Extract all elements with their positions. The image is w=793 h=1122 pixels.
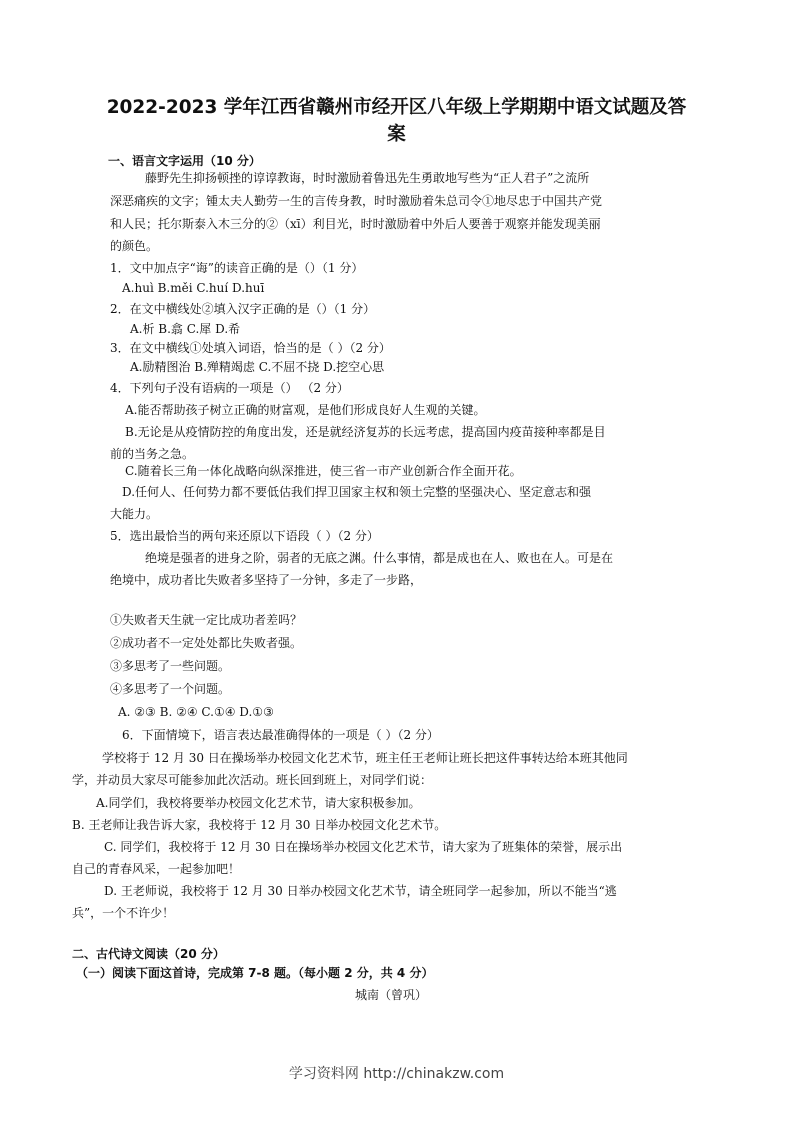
section1-heading: 一、语言文字运用（10 分） [108, 154, 261, 168]
q2-options: A.析 B.翕 C.犀 D.希 [130, 322, 241, 336]
q6-option-c-line2: 自己的青春风采，一起参加吧！ [72, 862, 241, 876]
q5-item-3: ③多思考了一些问题。 [110, 659, 231, 673]
q3-stem: 3．在文中横线①处填入词语，恰当的是（ ）（2 分） [110, 341, 391, 355]
q4-option-b-line2: 前的当务之急。 [110, 447, 195, 461]
section2-heading: 二、古代诗文阅读（20 分） [72, 947, 225, 961]
q5-passage-line2: 绝境中，成功者比失败者多坚持了一分钟，多走了一步路， [110, 573, 423, 587]
q1-stem: 1．文中加点字“诲”的读音正确的是（）（1 分） [110, 261, 364, 275]
passage-line: 和人民；托尔斯泰入木三分的②（xī）利目光，时时激励着中外后人要善于观察并能发现美丽 [110, 217, 601, 231]
page-title-line2: 案 [387, 124, 406, 145]
q6-context-line1: 学校将于 12 月 30 日在操场举办校园文化艺术节，班主任王老师让班长把这件事转达给本班其他同 [102, 751, 628, 765]
q1-options: A.huì B.měi C.huí D.huī [122, 281, 265, 295]
q4-option-d-line2: 大能力。 [110, 507, 159, 521]
q5-item-2: ②成功者不一定处处都比失败者强。 [110, 636, 303, 650]
passage-line: 藤野先生抑扬顿挫的谆谆教诲，时时激励着鲁迅先生勇敢地写些为“正人君子”之流所 [145, 171, 590, 185]
q5-options: A. ②③ B. ②④ C.①④ D.①③ [118, 705, 274, 719]
poem-title: 城南（曾巩） [355, 988, 428, 1002]
q5-item-1: ①失败者天生就一定比成功者差吗？ [110, 613, 303, 627]
q4-stem: 4．下列句子没有语病的一项是（） （2 分） [110, 381, 349, 395]
q6-option-d-line1: D. 王老师说，我校将于 12 月 30 日举办校园文化艺术节，请全班同学一起参加，所以不能当“逃 [104, 884, 617, 898]
q4-option-a: A.能否帮助孩子树立正确的财富观，是他们形成良好人生观的关键。 [125, 403, 486, 417]
q4-option-c: C.随着长三角一体化战略向纵深推进，使三省一市产业创新合作全面开花。 [125, 464, 522, 478]
q6-option-b: B. 王老师让我告诉大家，我校将于 12 月 30 日举办校园文化艺术节。 [72, 818, 447, 832]
q4-option-b-line1: B.无论是从疫情防控的角度出发，还是就经济复苏的长远考虑，提高国内疫苗接种率都是目 [125, 425, 606, 439]
passage-line: 深恶痛疾的文字；锺太夫人勤劳一生的言传身教，时时激励着朱总司令①地尽忠于中国共产党 [110, 194, 603, 208]
q6-stem: 6．下面情境下，语言表达最准确得体的一项是（ ）（2 分） [122, 728, 439, 742]
passage-line: 的颜色。 [110, 239, 159, 253]
q6-option-d-line2: 兵”，一个不许少！ [72, 906, 175, 920]
footer-watermark: 学习资料网 http://chinakzw.com [288, 1066, 505, 1082]
q5-passage-line1: 绝境是强者的进身之阶，弱者的无底之渊。什么事情，都是成也在人、败也在人。可是在 [145, 551, 614, 565]
q4-option-d-line1: D.任何人、任何势力都不要低估我们捍卫国家主权和领土完整的坚强决心、坚定意志和强 [122, 485, 592, 499]
section2-subheading: （一）阅读下面这首诗，完成第 7-8 题。（每小题 2 分，共 4 分） [76, 966, 434, 980]
page-title-line1: 2022-2023 学年江西省赣州市经开区八年级上学期期中语文试题及答 [106, 97, 687, 118]
q5-item-4: ④多思考了一个问题。 [110, 682, 231, 696]
q6-context-line2: 学，并动员大家尽可能参加此次活动。班长回到班上，对同学们说： [72, 773, 433, 787]
q5-stem: 5．选出最恰当的两句来还原以下语段（ ）（2 分） [110, 529, 379, 543]
q6-option-c-line1: C. 同学们，我校将于 12 月 30 日在操场举办校园文化艺术节，请大家为了班集体的荣誉，展示出 [104, 840, 623, 854]
q3-options: A.励精图治 B.殚精竭虑 C.不屈不挠 D.挖空心思 [130, 360, 385, 374]
q6-option-a: A.同学们，我校将要举办校园文化艺术节，请大家积极参加。 [96, 796, 421, 810]
q2-stem: 2．在文中横线处②填入汉字正确的是（）（1 分） [110, 302, 376, 316]
